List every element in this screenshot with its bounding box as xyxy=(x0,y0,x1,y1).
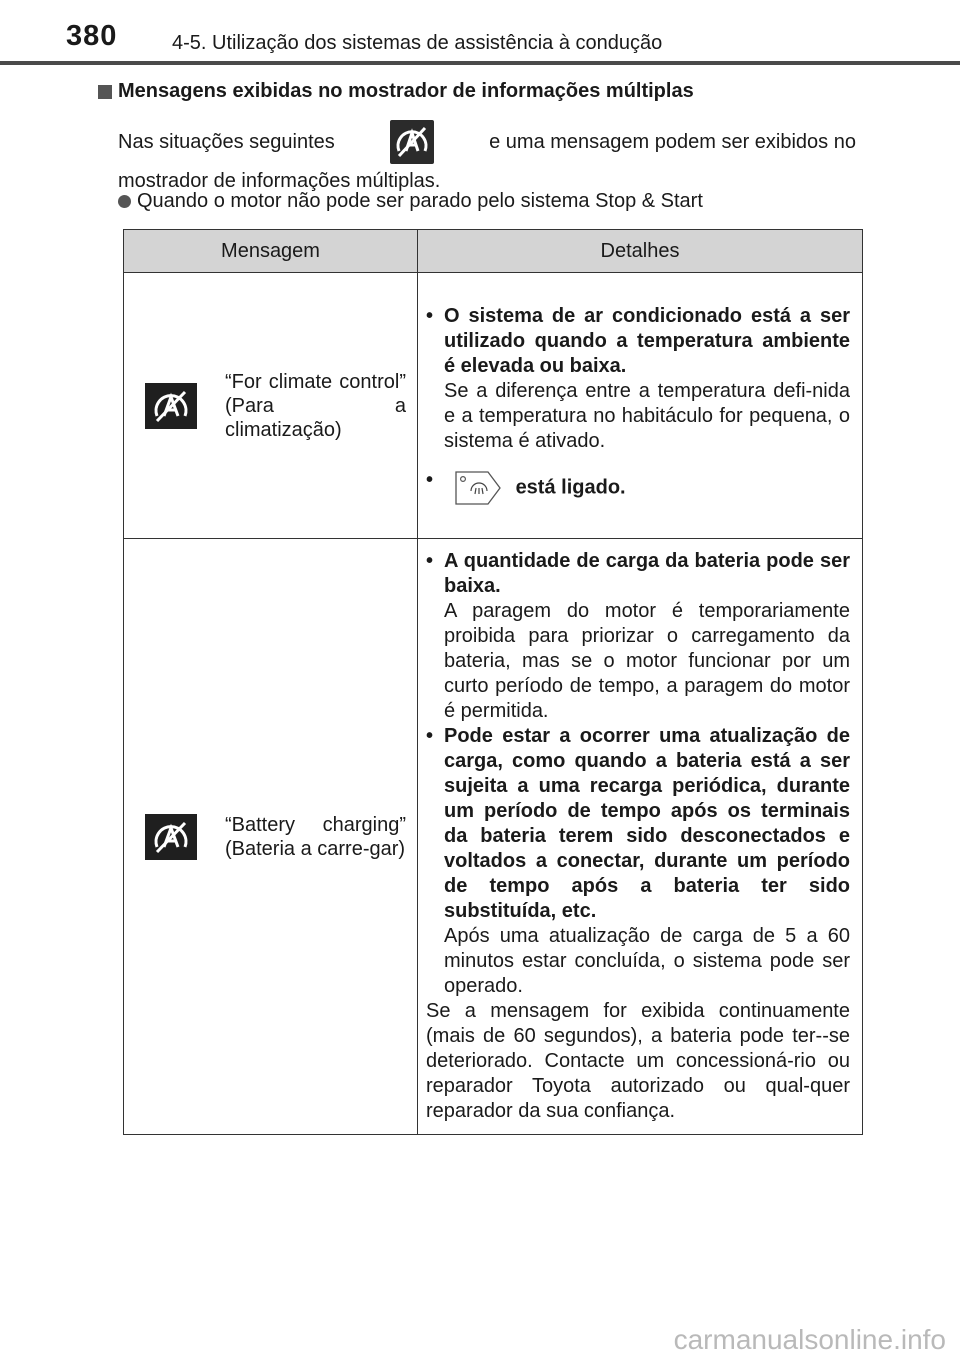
header-divider xyxy=(0,61,960,65)
sub-item-text: Quando o motor não pode ser parado pelo sistema Stop & Start xyxy=(137,190,703,212)
intro-line-2: mostrador de informações múltiplas. xyxy=(118,170,441,192)
table-row xyxy=(124,539,863,1135)
table-header-row xyxy=(124,230,863,273)
section-heading xyxy=(98,80,694,103)
detail-text: Se a diferença entre a temperatura defi-nida e a temperatura no habitáculo for pequena, o sistema é ativado. xyxy=(444,379,850,452)
detail-bold-text: Pode estar a ocorrer uma atualização de carga, como quando a bateria está a ser sujeita a uma recarga periódica, durante um período de tempo após os terminais da bateria terem sido desconectados e voltados a conectar, durante um período de tempo após a bateria ter sido substituída, etc. xyxy=(444,725,850,922)
detail-bullet: • A quantidade de carga da bateria pode ser baixa. A paragem do motor é temporariamente proibida para priorizar o carregamento da bateria, mas se o motor funcionar por um curto período de tempo, a paragem do motor é permitida. xyxy=(426,550,850,722)
detail-text: A paragem do motor é temporariamente proibida para priorizar o carregamento da bateria, mas se o motor funcionar por um curto período de tempo, a paragem do motor é permitida. xyxy=(444,600,850,722)
detail-bullet: • O sistema de ar condicionado está a ser utilizado quando a temperatura ambiente é elevada ou baixa. Se a diferença entre a temperatura defi-nida e a temperatura no habitáculo for pequena, o sistema é ativado. xyxy=(426,304,850,452)
intro-text-before-icon: Nas situações seguintes xyxy=(118,131,335,153)
chapter-title: 4-5. Utilização dos sistemas de assistência à condução xyxy=(172,32,663,54)
detail-bold-text: está ligado. xyxy=(515,475,626,498)
detail-text: Após uma atualização de carga de 5 a 60 minutos estar concluída, o sistema pode ser operado. xyxy=(444,925,850,997)
sub-item xyxy=(118,190,703,213)
round-bullet-icon xyxy=(118,195,131,208)
column-header-message: Mensagem xyxy=(124,230,418,273)
watermark: carmanualsonline.info xyxy=(673,1324,946,1355)
stop-start-off-indicator-icon xyxy=(390,120,434,164)
front-defogger-icon xyxy=(450,468,504,508)
section-heading-text: Mensagens exibidas no mostrador de informações múltiplas xyxy=(118,80,694,102)
message-text: “For climate control” (Para a climatização) xyxy=(225,370,406,441)
page-number: 380 xyxy=(66,20,118,52)
intro-paragraph xyxy=(118,120,856,198)
stop-start-off-indicator-icon xyxy=(145,383,197,429)
details-cell xyxy=(418,273,863,539)
message-cell xyxy=(124,539,418,1135)
column-header-details: Detalhes xyxy=(418,230,863,273)
square-bullet-icon xyxy=(98,85,112,99)
details-cell xyxy=(418,539,863,1135)
detail-bold-text: A quantidade de carga da bateria pode ser baixa. xyxy=(444,550,850,597)
page-header xyxy=(0,0,960,72)
intro-text-after-icon: e uma mensagem podem ser exibidos no xyxy=(489,131,856,153)
detail-bold-text: O sistema de ar condicionado está a ser utilizado quando a temperatura ambiente é elevada ou baixa. xyxy=(444,304,850,377)
detail-bullet: • Pode estar a ocorrer uma atualização de carga, como quando a bateria está a ser sujeita a uma recarga periódica, durante um período de tempo após os terminais da bateria terem sido desconectados e voltados a conectar, durante um período de tempo após a bateria ter sido substituída, etc. Após uma atualização de carga de 5 a 60 minutos estar concluída, o sistema pode ser operado. xyxy=(426,725,850,997)
table-row xyxy=(124,273,863,539)
detail-note: Se a mensagem for exibida continuamente (mais de 60 segundos), a bateria pode ter--se deteriorado. Contacte um concessioná-rio ou reparador Toyota autorizado ou qual-quer reparador da sua confiança. xyxy=(426,1000,850,1122)
stop-start-off-indicator-icon xyxy=(145,814,197,860)
message-text: “Battery charging” (Bateria a carre-gar) xyxy=(225,813,406,860)
detail-bullet: • está ligado. xyxy=(426,468,850,508)
message-cell xyxy=(124,273,418,539)
messages-table xyxy=(123,229,863,1135)
